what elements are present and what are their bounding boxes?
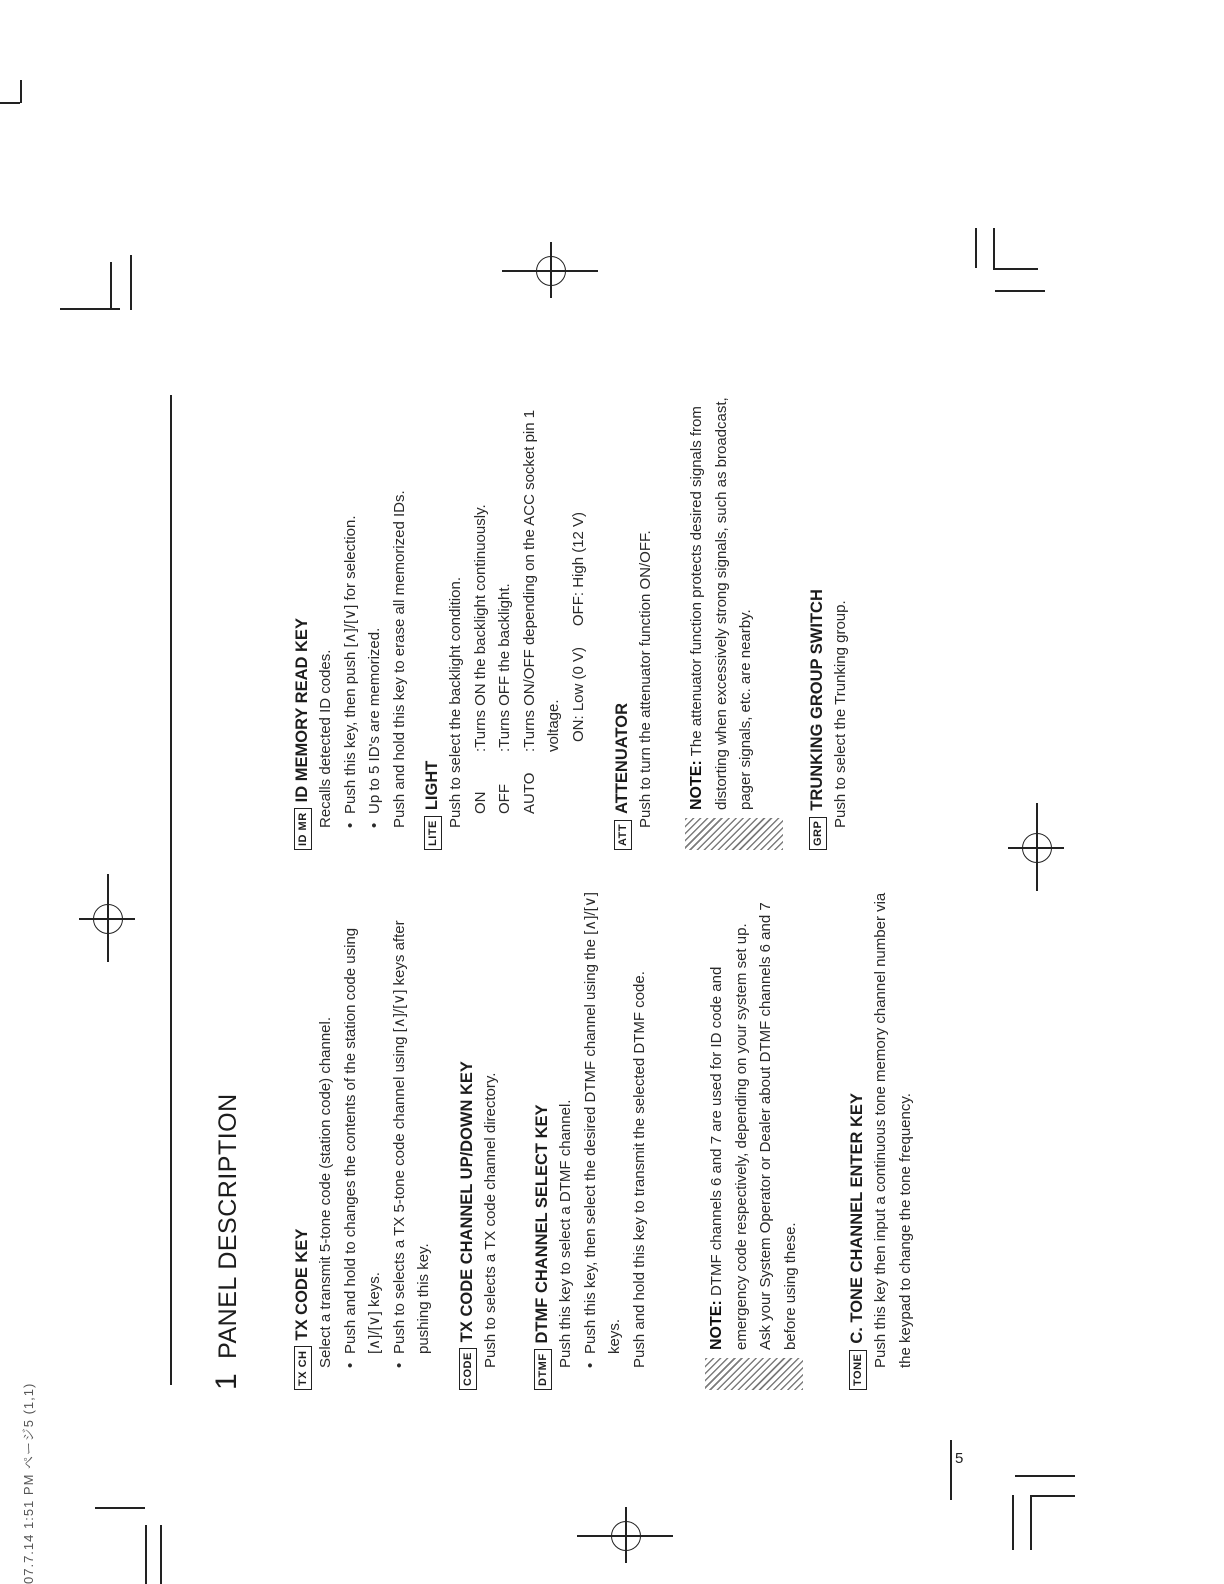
note-hatch-icon <box>685 818 783 850</box>
crop-mark <box>130 255 132 310</box>
crop-mark <box>1030 1495 1075 1497</box>
code-desc: Push to selects a TX code channel directory. <box>482 1072 499 1368</box>
tone-desc: Push this key then input a continuous tone memory channel number via the keypad to change the tone frequency. <box>872 892 914 1368</box>
lite-option-auto: AUTO :Turns ON/OFF depending on the ACC socket pin 1 voltage. <box>520 409 562 814</box>
tone-title: C. TONE CHANNEL ENTER KEY <box>848 1093 866 1344</box>
crop-mark <box>1030 1495 1032 1550</box>
att-note <box>685 390 759 850</box>
crop-mark <box>0 102 20 104</box>
rotated-page-content <box>210 390 960 1390</box>
crop-mark <box>993 268 1038 270</box>
code-key-section <box>455 890 504 1390</box>
tone-key-icon: TONE <box>849 1350 867 1390</box>
tone-key-section <box>845 890 918 1390</box>
crop-mark <box>1015 1475 1075 1477</box>
lite-option-off: OFF :Turns OFF the backlight. <box>496 583 513 814</box>
page-number: 5 <box>955 1450 964 1467</box>
dtmf-bullet-1: • Push this key, then select the desired DTMF channel using the [∧]/[∨] keys. <box>579 890 628 1368</box>
att-key-icon: ATT <box>614 820 632 850</box>
idmr-desc: Recalls detected ID codes. <box>317 649 334 828</box>
lite-option-on: ON :Turns ON the backlight continuously. <box>471 504 489 814</box>
lite-key-icon: LITE <box>424 816 442 850</box>
att-desc: Push to turn the attenuator function ON/OFF. <box>637 530 654 828</box>
crop-mark <box>160 1525 162 1584</box>
code-key-icon: CODE <box>459 1348 477 1390</box>
section-number: 1 <box>210 1372 243 1390</box>
note-label: NOTE: <box>708 1300 725 1350</box>
lite-desc: Push to select the backlight condition. <box>447 577 464 828</box>
idmr-desc-2: Push and hold this key to erase all memorized IDs. <box>390 490 408 828</box>
idmr-bullet-2: • Up to 5 ID's are memorized. <box>363 390 388 828</box>
txch-desc: Select a transmit 5-tone code (station code) channel. <box>317 1016 334 1368</box>
txch-bullet-2: • Push to selects a TX 5-tone code channel using [∧]/[∨] keys after pushing this key. <box>388 890 437 1368</box>
dtmf-desc-2: Push and hold this key to transmit the selected DTMF code. <box>630 971 648 1368</box>
txch-key-section <box>290 890 437 1390</box>
crop-mark <box>110 262 112 308</box>
section-rule <box>170 395 172 1385</box>
txch-title: TX CODE KEY <box>293 1228 311 1341</box>
grp-key-section <box>805 390 854 850</box>
lite-key-section <box>420 390 591 850</box>
att-note-text: The attenuator function protects desired signals from distorting when excessively strong signals, such as broadcast, pager signals, etc. are nearby. <box>688 397 754 810</box>
print-timestamp: 07.7.14 1:51 PM ページ5 (1,1) <box>21 1382 36 1584</box>
txch-key-icon: TX CH <box>294 1347 312 1391</box>
note-hatch-icon <box>705 1358 803 1390</box>
crop-mark <box>1012 1495 1014 1550</box>
crop-mark <box>993 228 995 268</box>
dtmf-key-icon: DTMF <box>534 1349 552 1390</box>
dtmf-note-text: DTMF channels 6 and 7 are used for ID code and emergency code respectively, depending on your system set up. <box>708 923 750 1350</box>
dtmf-key-section <box>530 890 652 1390</box>
crop-mark <box>975 228 977 268</box>
dtmf-note-text-2: Ask your System Operator or Dealer about DTMF channels 6 and 7 before using these. <box>757 902 799 1350</box>
grp-desc: Push to select the Trunking group. <box>832 600 849 828</box>
page-title <box>210 1093 244 1390</box>
idmr-key-section <box>290 390 412 850</box>
att-title: ATTENUATOR <box>613 703 631 814</box>
txch-bullet-1: • Push and hold to changes the contents of the station code using [∧]/[∨] keys. <box>339 890 388 1368</box>
crop-mark <box>60 308 120 310</box>
grp-key-icon: GRP <box>809 817 827 850</box>
crop-mark <box>995 290 1045 292</box>
crop-mark <box>145 1525 147 1584</box>
crop-mark <box>95 1507 145 1509</box>
code-title: TX CODE CHANNEL UP/DOWN KEY <box>458 1061 476 1343</box>
dtmf-desc: Push this key to select a DTMF channel. <box>557 1099 574 1368</box>
idmr-bullet-1: • Push this key, then push [∧]/[∨] for selection. <box>339 390 364 828</box>
idmr-key-icon: ID MR <box>294 808 312 850</box>
grp-title: TRUNKING GROUP SWITCH <box>808 589 826 811</box>
att-key-section <box>610 390 659 850</box>
section-title: PANEL DESCRIPTION <box>214 1093 242 1359</box>
crop-mark <box>950 1440 952 1500</box>
idmr-title: ID MEMORY READ KEY <box>293 618 311 803</box>
dtmf-note <box>705 890 803 1390</box>
note-label: NOTE: <box>688 760 705 810</box>
crop-mark <box>20 80 22 103</box>
lite-auto-detail: ON: Low (0 V) OFF: High (12 V) <box>569 511 587 742</box>
dtmf-title: DTMF CHANNEL SELECT KEY <box>533 1104 551 1344</box>
lite-title: LIGHT <box>423 760 441 811</box>
